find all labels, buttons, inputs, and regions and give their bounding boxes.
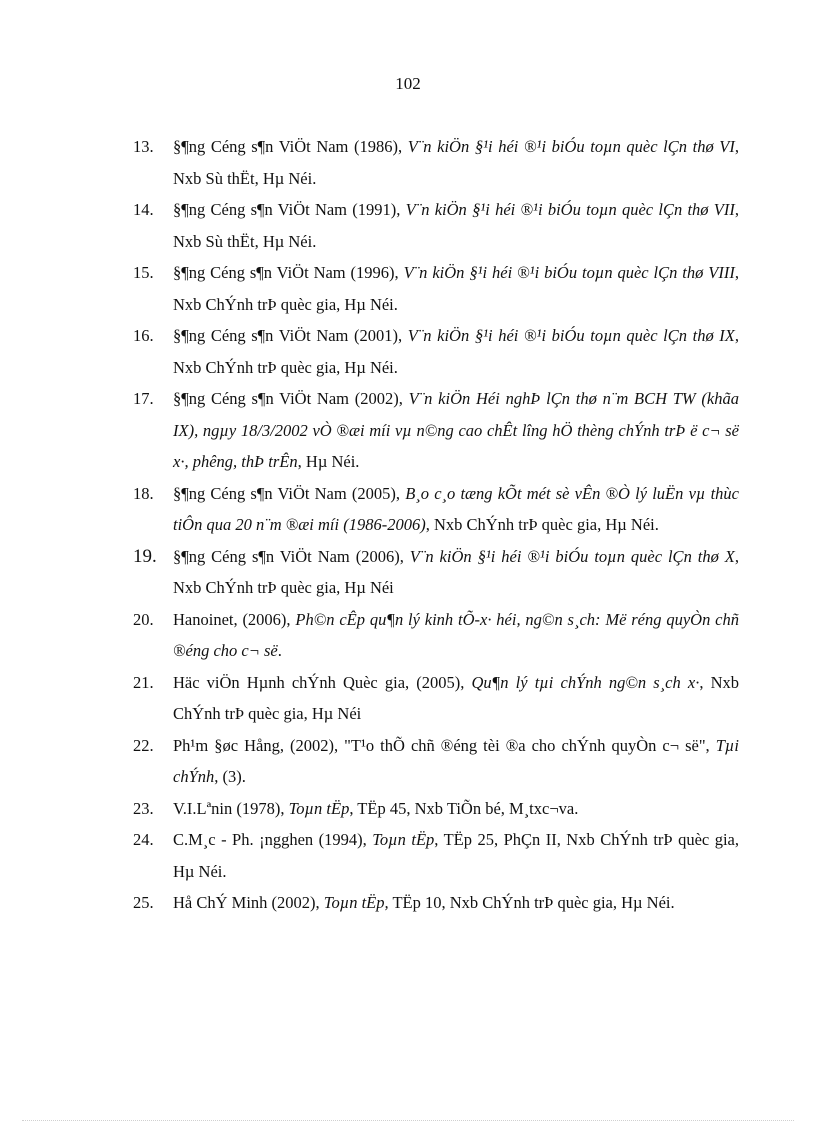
reference-text: [173, 604, 739, 667]
reference-author-year: §¶ng Céng s¶n ViÖt Nam (1996),: [173, 263, 404, 282]
reference-author-year: §¶ng Céng s¶n ViÖt Nam (2001),: [173, 326, 408, 345]
reference-number: 14.: [133, 200, 154, 219]
reference-title: Ph©n cÊp qu¶n lý kinh tÕ-x· héi, ng©n s¸ch: Më réng quyÒn chñ ®éng cho c¬ së: [173, 609, 739, 660]
reference-publisher: , Nxb Sù thËt, Hµ Néi.: [173, 200, 739, 251]
reference-title: V¨n kiÖn §¹i héi ®¹i biÓu toµn quèc lÇn thø IX: [407, 326, 735, 345]
reference-list: [133, 131, 739, 919]
reference-author-year: V.I.Lªnin (1978),: [173, 798, 289, 818]
reference-publisher: , Nxb ChÝnh trÞ quèc gia, Hµ Néi.: [425, 515, 659, 534]
reference-item: [133, 541, 739, 604]
reference-number: 22.: [133, 735, 154, 755]
reference-publisher: , Nxb Sù thËt, Hµ Néi.: [173, 137, 739, 188]
reference-item: [133, 320, 739, 383]
reference-text: [173, 194, 739, 257]
reference-title: V¨n kiÖn §¹i héi ®¹i biÓu toµn quèc lÇn thø VIII: [403, 263, 735, 282]
reference-number: 16.: [133, 326, 154, 345]
reference-author-year: §¶ng Céng s¶n ViÖt Nam (2005),: [173, 483, 406, 503]
footer-divider: [22, 1120, 794, 1121]
reference-text: [173, 887, 739, 919]
reference-author-year: Ph¹m §øc Hång, (2002), "T¹o thÕ chñ ®éng tèi ®a cho chÝnh quyÒn c¬ së",: [173, 735, 716, 755]
reference-publisher: , Nxb ChÝnh trÞ quèc gia, Hµ Néi: [173, 546, 739, 597]
reference-text: [173, 667, 739, 730]
reference-text: [173, 478, 739, 541]
reference-number: 21.: [133, 672, 154, 692]
reference-item: [133, 793, 739, 825]
reference-publisher: TËp 10, Nxb ChÝnh trÞ quèc gia, Hµ Néi.: [388, 893, 675, 912]
reference-author-year: Hanoinet, (2006),: [173, 609, 296, 629]
reference-title: Toµn tËp: [372, 830, 435, 849]
reference-author-year: C.M¸c - Ph. ¡ngghen (1994),: [173, 830, 373, 849]
reference-item: [133, 383, 739, 478]
reference-publisher: , TËp 45, Nxb TiÕn bé, M¸txc¬va.: [349, 798, 579, 818]
reference-author-year: Hå ChÝ Minh (2002),: [173, 893, 324, 912]
reference-title: Tµi chÝnh: [173, 735, 739, 786]
reference-publisher: , Nxb ChÝnh trÞ quèc gia, Hµ Néi.: [173, 263, 739, 314]
reference-item: [133, 887, 739, 919]
reference-publisher: , Nxb ChÝnh trÞ quèc gia, Hµ Néi: [173, 672, 739, 723]
reference-number: 17.: [133, 389, 154, 408]
reference-title: V¨n kiÖn §¹i héi ®¹i biÓu toµn quèc lÇn thø VI: [407, 137, 735, 156]
reference-text: [173, 824, 739, 887]
reference-author-year: §¶ng Céng s¶n ViÖt Nam (1986),: [173, 137, 408, 156]
reference-title: B¸o c¸o tæng kÕt mét sè vÊn ®Ò lý luËn vµ thùc tiÔn qua 20 n¨m ®æi míi (1986-2006): [173, 483, 739, 534]
reference-text: [173, 320, 739, 383]
reference-item: [133, 604, 739, 667]
reference-text: [173, 541, 739, 604]
reference-text: [173, 730, 739, 793]
reference-author-year: §¶ng Céng s¶n ViÖt Nam (2002),: [173, 389, 409, 408]
reference-item: [133, 824, 739, 887]
reference-author-year: §¶ng Céng s¶n ViÖt Nam (1991),: [173, 200, 406, 219]
reference-text: [173, 131, 739, 194]
reference-publisher: , Hµ Néi.: [297, 452, 360, 471]
reference-author-year: §¶ng Céng s¶n ViÖt Nam (2006),: [173, 546, 410, 566]
reference-item: [133, 194, 739, 257]
reference-item: [133, 730, 739, 793]
reference-author-year: Häc viÖn Hµnh chÝnh Quèc gia, (2005),: [173, 672, 472, 692]
reference-title: Qu¶n lý tµi chÝnh ng©n s¸ch x·: [471, 672, 700, 692]
reference-item: [133, 667, 739, 730]
page-number: 102: [395, 74, 421, 93]
reference-title: V¨n kiÖn Héi nghÞ lÇn thø n¨m BCH TW (khãa IX), ngµy 18/3/2002 vÒ ®æi míi vµ n©ng cao chÊt lîng hÖ thèng chÝnh trÞ ë c¬ së x·, phêng, thÞ trÊn: [173, 389, 739, 471]
reference-text: [173, 793, 739, 825]
reference-publisher: , TËp 25, PhÇn II, Nxb ChÝnh trÞ quèc gia, Hµ Néi.: [173, 830, 739, 881]
reference-title: V¨n kiÖn §¹i héi ®¹i biÓu toµn quèc lÇn thø X: [409, 546, 735, 566]
reference-number: 13.: [133, 137, 154, 156]
reference-publisher: .: [277, 641, 282, 660]
reference-text: [173, 383, 739, 478]
reference-title: Toµn tËp,: [323, 893, 389, 912]
reference-text: [173, 257, 739, 320]
reference-number: 23.: [133, 798, 154, 818]
reference-number: 15.: [133, 263, 154, 282]
reference-publisher: , (3).: [214, 767, 246, 786]
reference-title: V¨n kiÖn §¹i héi ®¹i biÓu toµn quèc lÇn thø VII: [405, 200, 735, 219]
reference-number: 25.: [133, 893, 154, 912]
reference-publisher: , Nxb ChÝnh trÞ quèc gia, Hµ Néi.: [173, 326, 739, 377]
reference-item: [133, 131, 739, 194]
reference-number: 24.: [133, 830, 154, 849]
reference-item: [133, 257, 739, 320]
reference-number: 19.: [133, 545, 157, 567]
reference-number: 20.: [133, 609, 154, 629]
reference-number: 18.: [133, 483, 154, 503]
reference-title: Toµn tËp: [288, 798, 350, 818]
reference-item: [133, 478, 739, 541]
